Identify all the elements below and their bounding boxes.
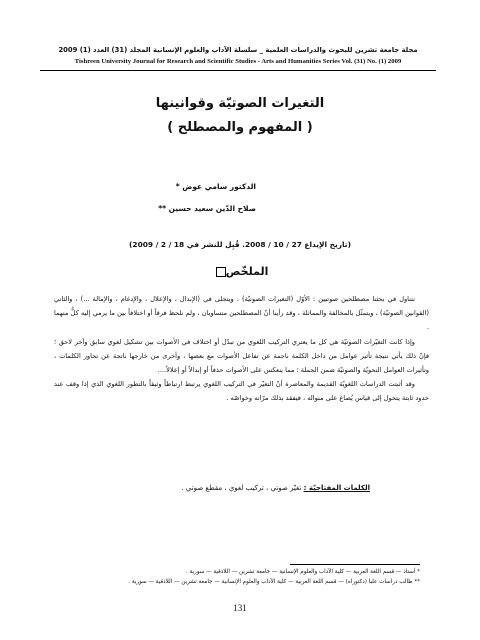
square-bullet-icon [216,267,226,277]
page-number: 131 [233,603,247,613]
footnote-first-author: * أستاذ — قسم اللغة العربية — كلية الآداب والعلوم الإنسانية — جامعة تشرين — اللاذقية — سورية . [185,569,420,575]
author-first: الدكتور سامي عوض * [175,182,256,191]
author-second: صلاح الدّين سعيد حسين ** [158,204,256,213]
abstract-paragraph-2: وإذا كانت التغيّرات الصوتيّة هي كل ما يعتري التركيب اللغوي من تبدّل أو اختلاف في الأصوات بين تشكيل لغوي سابق وآخر لاحق ؛ فإنّ ذلك يأتي نتيجة تأثير عوامل من داخل الكلمة ناجمة عن تفاعل الأصوات مع بعضها ، وأخرى من خارجها ناتجة عن تجاور الكلمات ، وتأثيرات العوامل النحويّة والصوتيّة ضمن الجملة ؛ مما ينعكس على الأصوات حذفاً أو إبدالاً أو إعلالاً.... [54,337,429,375]
submission-dates: (تاريخ الإيداع 27 / 10 / 2008. قُبِل للنشر في 18 / 2 / 2009) [129,240,351,249]
abstract-paragraph-1: نتناول في بحثنا مصطلحين صوتيين : الأوّل (التغيرات الصوتيّة) ، ويتجلى في (الإبدال ، والإعلال ، والإدغام ، والإمالة ...) ، والثاني (القوانين الصوتيّة) ، ويتمثّل بالمخالفة والمماثلة ، وقد رأينا أنّ المصطلحين متساويان ، ولم نلحظ فرقاً أو اختلافاً بين ما يرمي إليه كلٌّ منهما . [54,295,429,332]
abstract-paragraph-3: وقد أثبتت الدراسات اللغويّة القديمة والمعاصرة أنّ التغيّر في التركيب اللغوي يرتبط ارتباطاً وثيقاً بالتطور اللغوي الذي إذا وقف عند حدود ثابتة يتحول إلى قياس يُصاغ على منواله ، فيفقد بذلك مرّانه وخواصّه . [54,380,429,403]
keywords-label: الكلمات المفتاحيّة : [303,484,370,492]
abstract-heading [160,265,320,278]
abstract-body [54,292,429,406]
article-title: التغيرات الصوتيّة وقوانينها [155,96,325,111]
footnote-second-author: ** طالب دراسات عليا (دكتوراه) — قسم اللغة العربية — كلية الآداب والعلوم الإنسانية — جامعة تشرين — اللاذقية — سورية . [128,579,420,585]
keywords [181,484,370,492]
abstract-heading-label: الملخّص [225,265,269,278]
keywords-value: تغيّر صوتي ، تركيب لغوي ، مقطع صوتي . [181,484,302,492]
journal-header-arabic: مجلة جامعة تشرين للبحوث والدراسات العلمية _ سلسلة الآداب والعلوم الإنسانية المجلد (31) العدد (1) 2009 [58,46,418,54]
header-divider [40,70,436,71]
footnote-divider [290,564,420,565]
journal-header-english: Tishreen University Journal for Research and Scientific Studies - Arts and Humanities Series Vol. (31) No. (1) 2009 [74,58,402,65]
article-subtitle: ( المفهوم والمصطلح ) [167,120,313,135]
